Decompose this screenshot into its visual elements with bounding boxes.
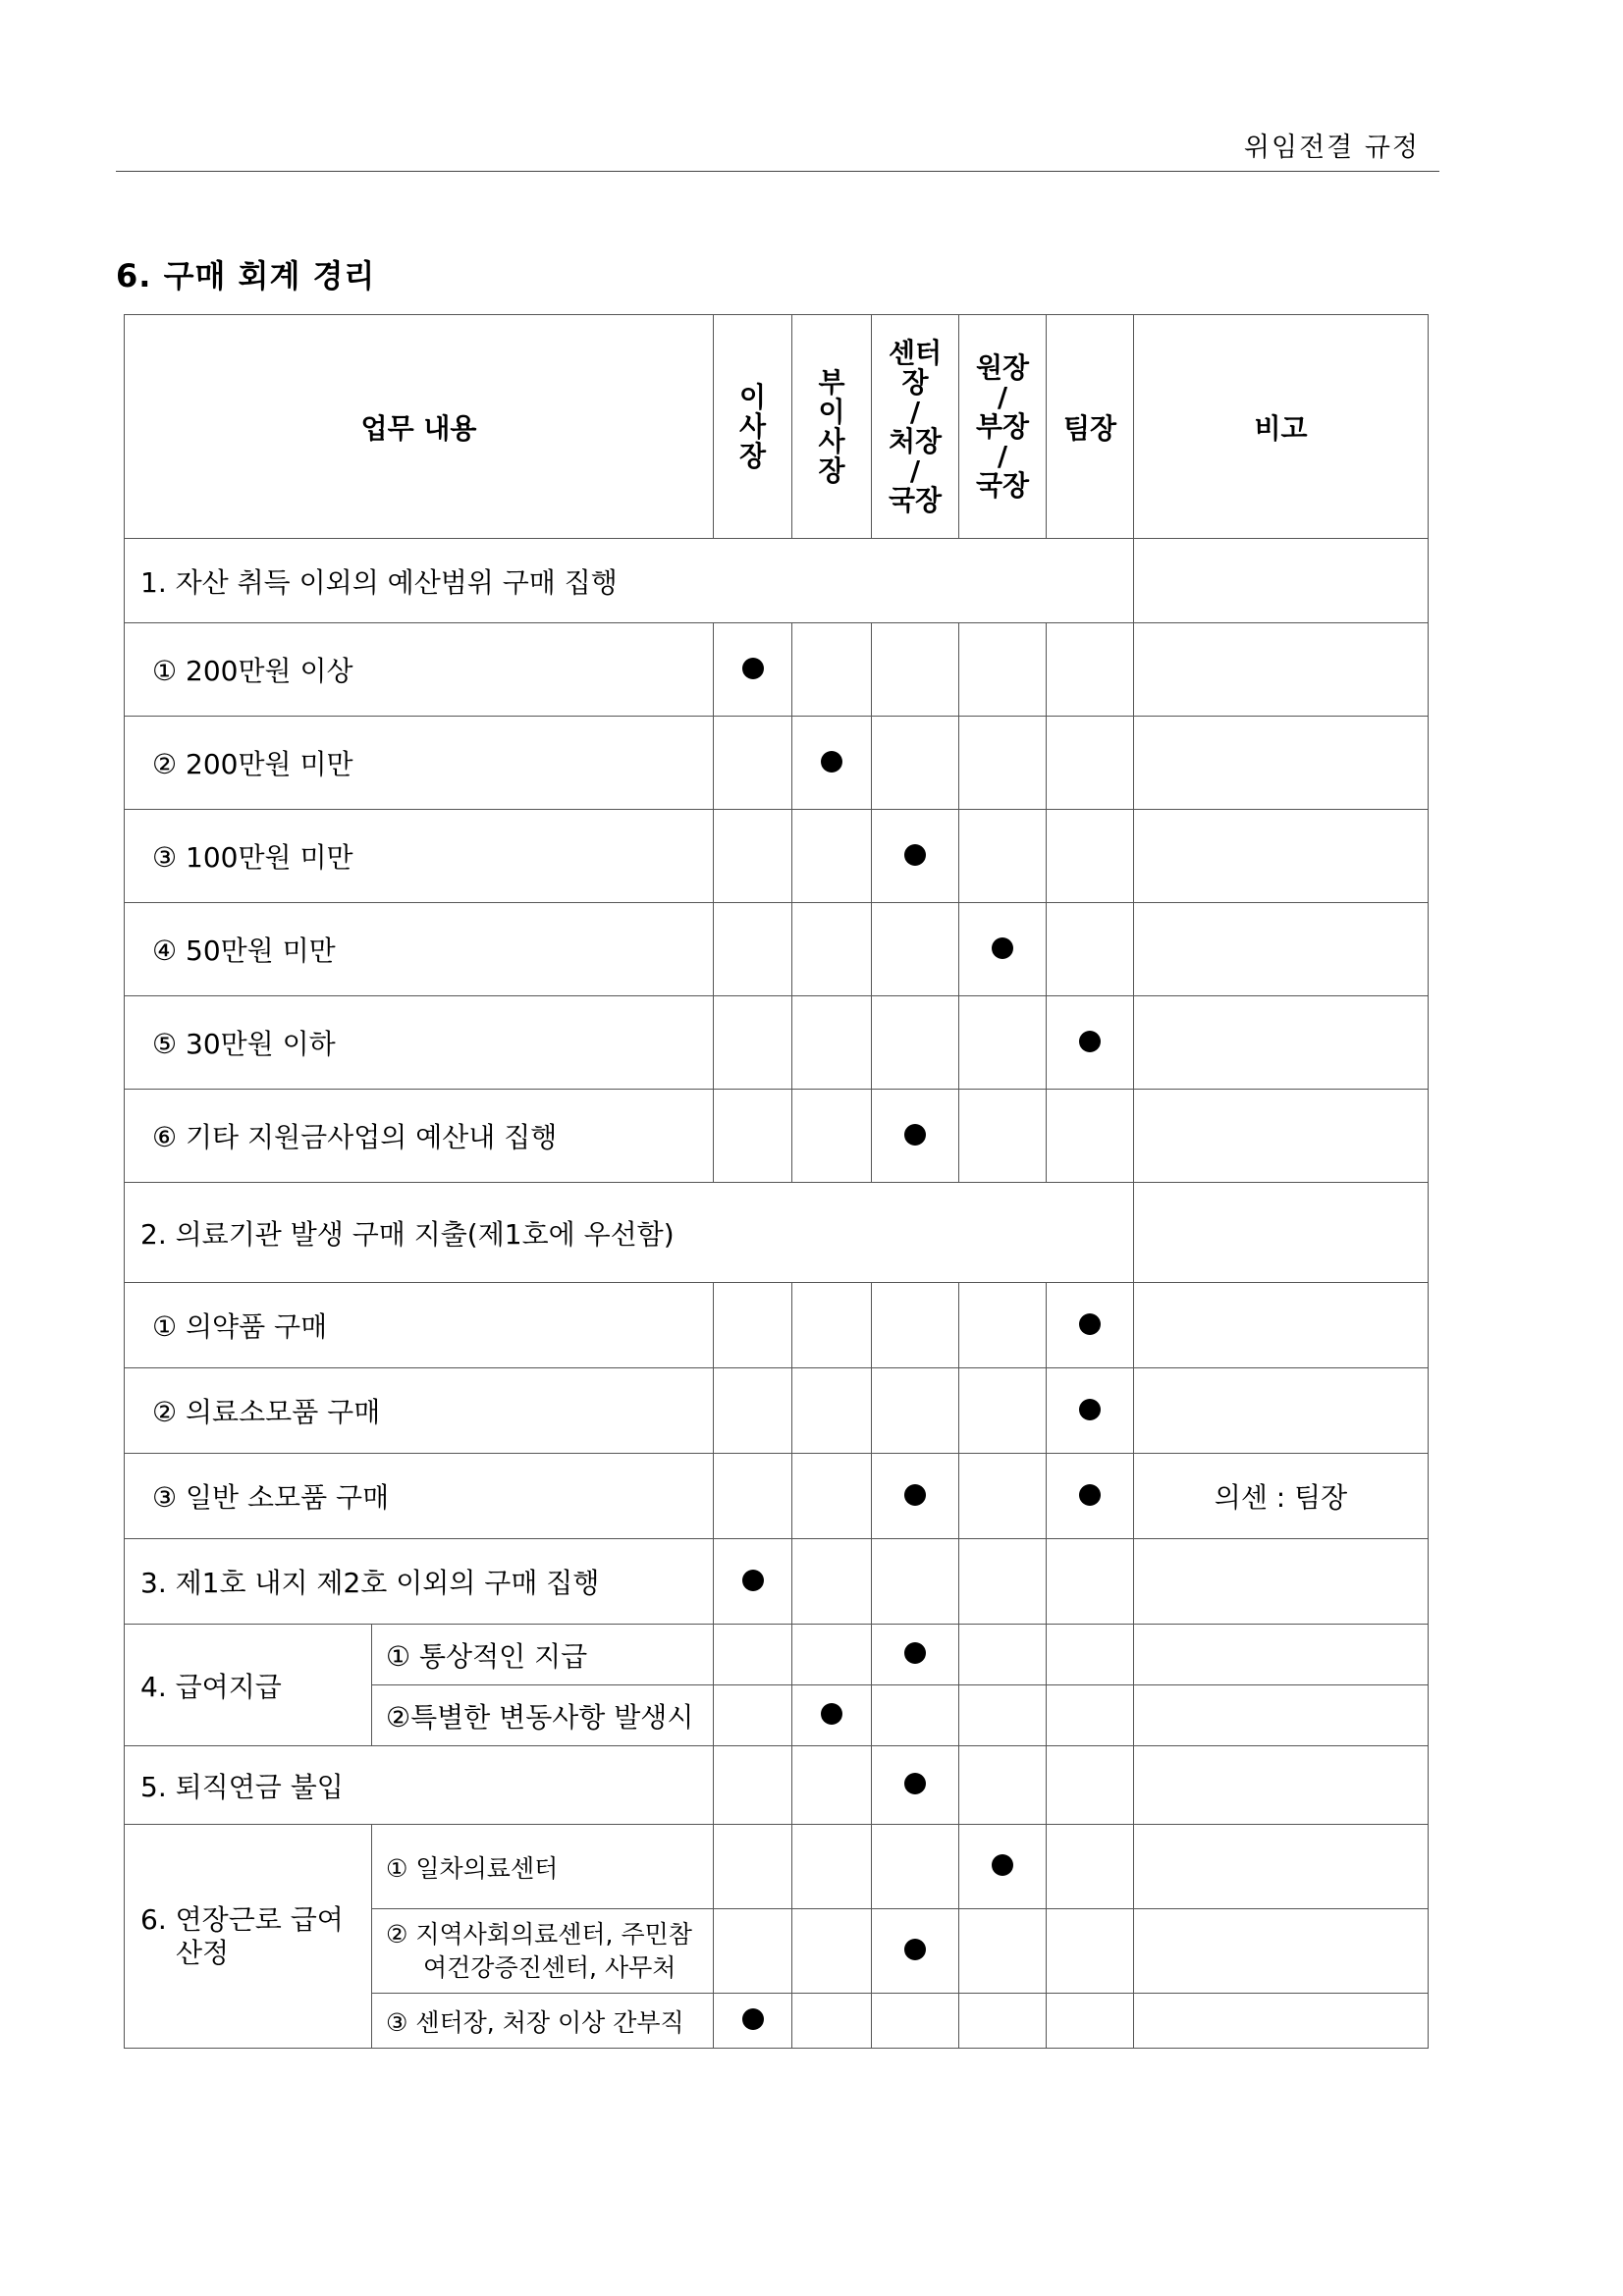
note-text: 의센 : 팀장 [1134,1454,1429,1539]
table-row [125,1183,1429,1283]
table-row [125,1283,1429,1368]
header-title: 위임전결 규정 [1243,133,1420,163]
header-team-leader: 팀장 [1047,315,1134,539]
approval-cell [714,623,792,717]
row-label: ② 200만원 미만 [125,717,714,810]
approval-dot-icon [742,658,764,679]
approval-dot-icon [1079,1484,1101,1506]
row-label: ① 통상적인 지급 [372,1625,714,1685]
approval-cell [714,1994,792,2049]
row-label: ② 의료소모품 구매 [125,1368,714,1454]
row-label: ② 지역사회의료센터, 주민참 여건강증진센터, 사무처 [372,1909,714,1994]
page-header [116,122,1439,172]
table-row [125,539,1429,623]
approval-dot-icon [742,2008,764,2030]
approval-cell [792,1685,872,1746]
approval-cell [872,1625,959,1685]
table-row [125,1625,1429,1685]
table-row [125,1539,1429,1625]
approval-dot-icon [992,937,1013,959]
approval-dot-icon [904,1124,926,1146]
delegation-table [124,314,1429,2049]
note-cell [1134,539,1429,623]
table-row [125,1090,1429,1183]
row-label: ③ 일반 소모품 구매 [125,1454,714,1539]
approval-cell [1047,1454,1134,1539]
approval-dot-icon [1079,1399,1101,1420]
row-label: ⑥ 기타 지원금사업의 예산내 집행 [125,1090,714,1183]
header-director: 원장 / 부장 / 국장 [959,315,1047,539]
table-row [125,717,1429,810]
approval-dot-icon [742,1570,764,1591]
approval-cell [1047,1283,1134,1368]
approval-dot-icon [904,1939,926,1960]
approval-cell [1047,996,1134,1090]
row-label: ① 일차의료센터 [372,1825,714,1909]
table-row [125,1368,1429,1454]
row-label: ③ 센터장, 처장 이상 간부직 [372,1994,714,2049]
approval-dot-icon [904,1773,926,1794]
approval-cell [714,1539,792,1625]
row-label: ②특별한 변동사항 발생시 [372,1685,714,1746]
approval-dot-icon [821,1703,842,1725]
section-6-label: 6. 연장근로 급여 산정 [125,1825,372,2049]
approval-cell [1047,1368,1134,1454]
approval-cell [872,1909,959,1994]
row-label: ⑤ 30만원 이하 [125,996,714,1090]
approval-dot-icon [904,844,926,866]
section-3-label: 3. 제1호 내지 제2호 이외의 구매 집행 [125,1539,714,1625]
header-row [125,315,1429,539]
row-label: ① 의약품 구매 [125,1283,714,1368]
table-row [125,1454,1429,1539]
approval-cell [959,903,1047,996]
header-chairman: 이 사 장 [714,315,792,539]
header-note: 비고 [1134,315,1429,539]
section-1-label: 1. 자산 취득 이외의 예산범위 구매 집행 [125,539,1134,623]
table-row [125,1746,1429,1825]
row-label: ③ 100만원 미만 [125,810,714,903]
approval-cell [872,1454,959,1539]
approval-cell [872,1090,959,1183]
table-row [125,996,1429,1090]
approval-dot-icon [992,1854,1013,1876]
note-cell [1134,1183,1429,1283]
approval-cell [792,717,872,810]
section-title: 6. 구매 회계 경리 [116,257,376,294]
approval-dot-icon [904,1484,926,1506]
table-row [125,903,1429,996]
approval-dot-icon [1079,1313,1101,1335]
approval-cell [959,1825,1047,1909]
approval-cell [872,1746,959,1825]
section-2-label: 2. 의료기관 발생 구매 지출(제1호에 우선함) [125,1183,1134,1283]
table-row [125,623,1429,717]
row-label: ④ 50만원 미만 [125,903,714,996]
header-center-director: 센터 장 / 처장 / 국장 [872,315,959,539]
header-task: 업무 내용 [125,315,714,539]
approval-dot-icon [904,1642,926,1664]
table-row [125,1825,1429,1909]
table-row [125,810,1429,903]
approval-cell [872,810,959,903]
header-vice-chairman: 부 이 사 장 [792,315,872,539]
approval-dot-icon [821,751,842,773]
section-4-label: 4. 급여지급 [125,1625,372,1746]
approval-dot-icon [1079,1031,1101,1052]
section-5-label: 5. 퇴직연금 불입 [125,1746,714,1825]
row-label: ① 200만원 이상 [125,623,714,717]
